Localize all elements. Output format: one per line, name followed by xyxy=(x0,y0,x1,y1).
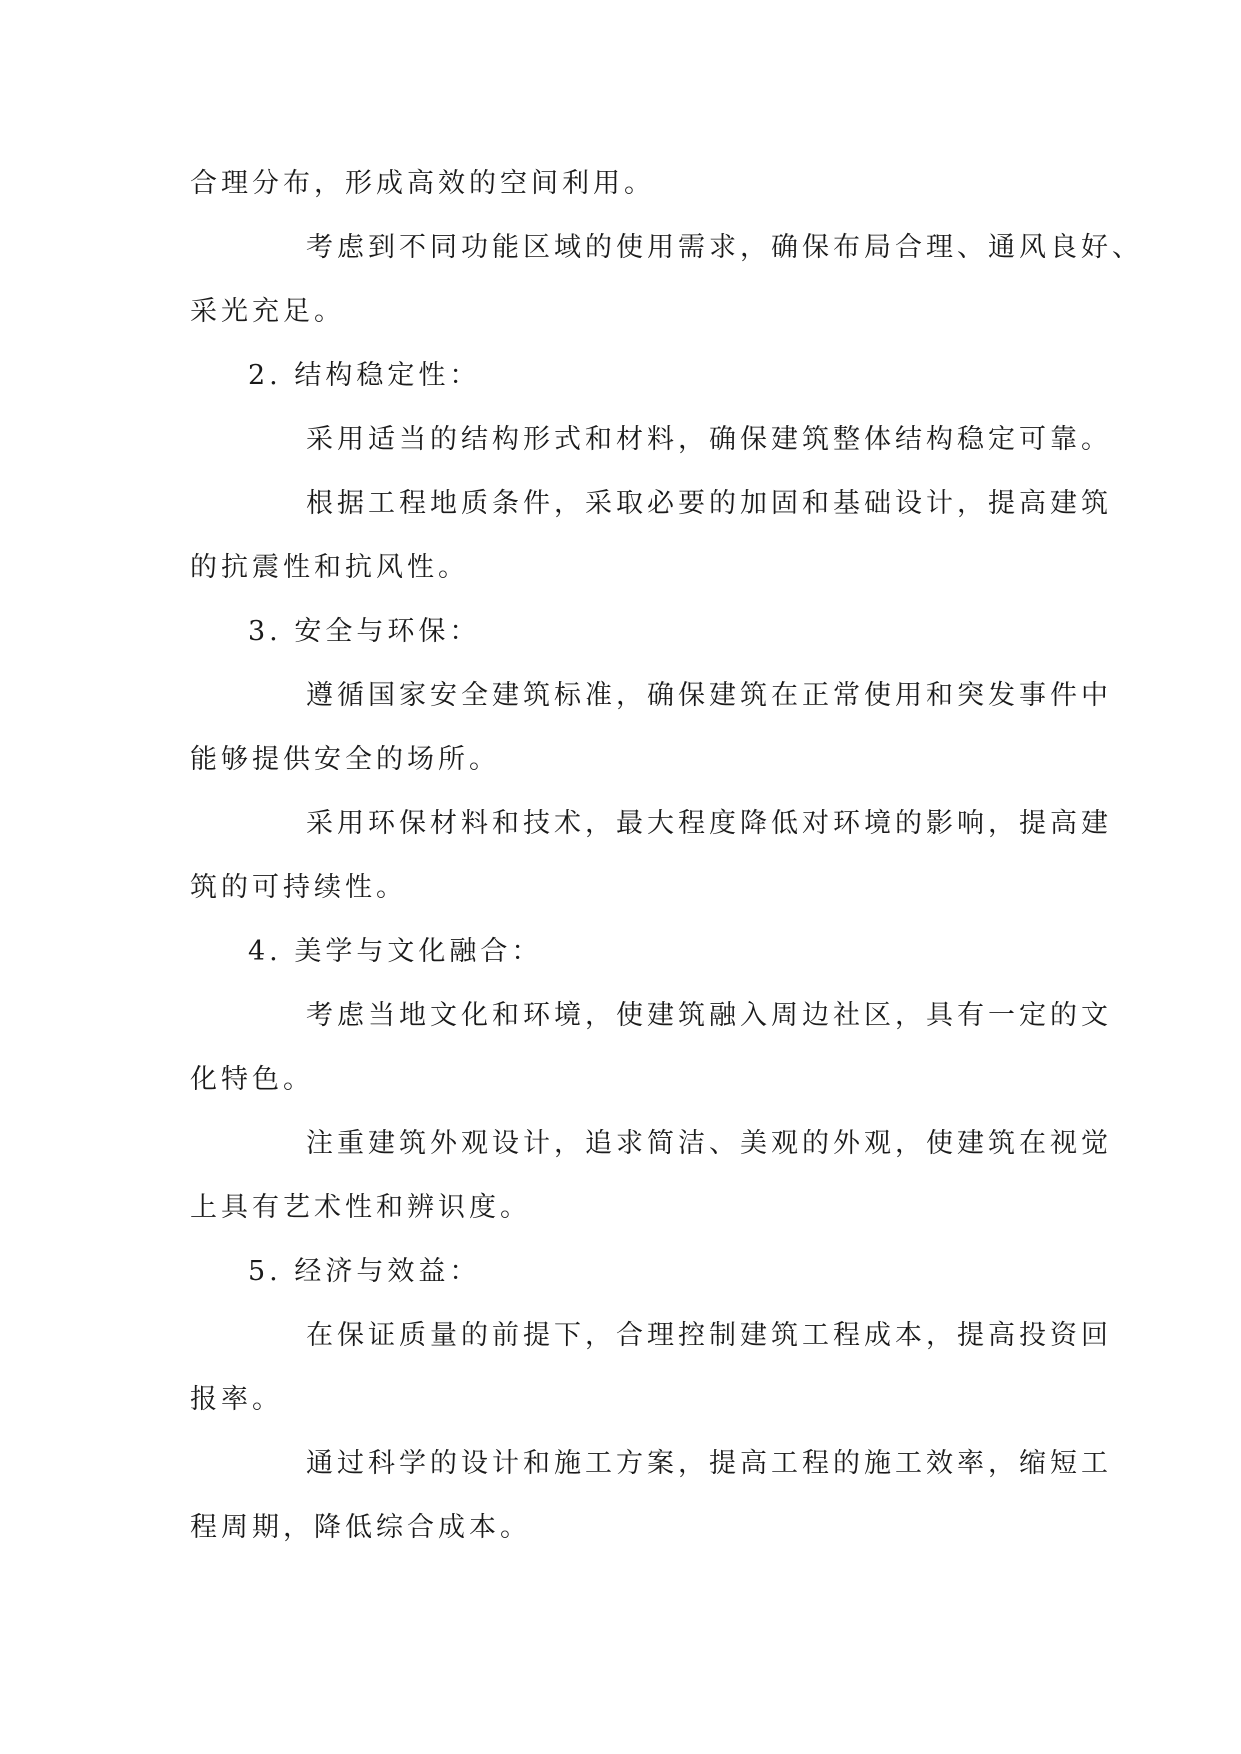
body-text-line: 在保证质量的前提下，合理控制建筑工程成本，提高投资回 xyxy=(306,1320,1112,1351)
body-text-line: 根据工程地质条件，采取必要的加固和基础设计，提高建筑 xyxy=(306,488,1112,519)
body-text-line: 化特色。 xyxy=(190,1064,314,1095)
section-heading: 3. 安全与环保： xyxy=(248,616,481,647)
body-text-line: 上具有艺术性和辨识度。 xyxy=(190,1192,531,1223)
body-text-line: 采光充足。 xyxy=(190,296,345,327)
body-text-line: 考虑当地文化和环境，使建筑融入周边社区，具有一定的文 xyxy=(306,1000,1112,1031)
body-text-line: 能够提供安全的场所。 xyxy=(190,744,500,775)
body-text-line: 筑的可持续性。 xyxy=(190,872,407,903)
body-text-line: 遵循国家安全建筑标准，确保建筑在正常使用和突发事件中 xyxy=(306,680,1112,711)
body-text-line: 的抗震性和抗风性。 xyxy=(190,552,469,583)
body-text-line: 注重建筑外观设计，追求简洁、美观的外观，使建筑在视觉 xyxy=(306,1128,1112,1159)
body-text-line: 合理分布，形成高效的空间利用。 xyxy=(190,168,655,199)
body-text-line: 考虑到不同功能区域的使用需求，确保布局合理、通风良好、 xyxy=(306,232,1143,263)
body-text-line: 报率。 xyxy=(190,1384,283,1415)
section-heading: 5. 经济与效益： xyxy=(248,1256,481,1287)
body-text-line: 通过科学的设计和施工方案，提高工程的施工效率，缩短工 xyxy=(306,1448,1112,1479)
section-heading: 4. 美学与文化融合： xyxy=(248,936,543,967)
body-text-line: 采用适当的结构形式和材料，确保建筑整体结构稳定可靠。 xyxy=(306,424,1112,455)
section-heading: 2. 结构稳定性： xyxy=(248,360,481,391)
body-text-line: 程周期，降低综合成本。 xyxy=(190,1512,531,1543)
body-text-line: 采用环保材料和技术，最大程度降低对环境的影响，提高建 xyxy=(306,808,1112,839)
